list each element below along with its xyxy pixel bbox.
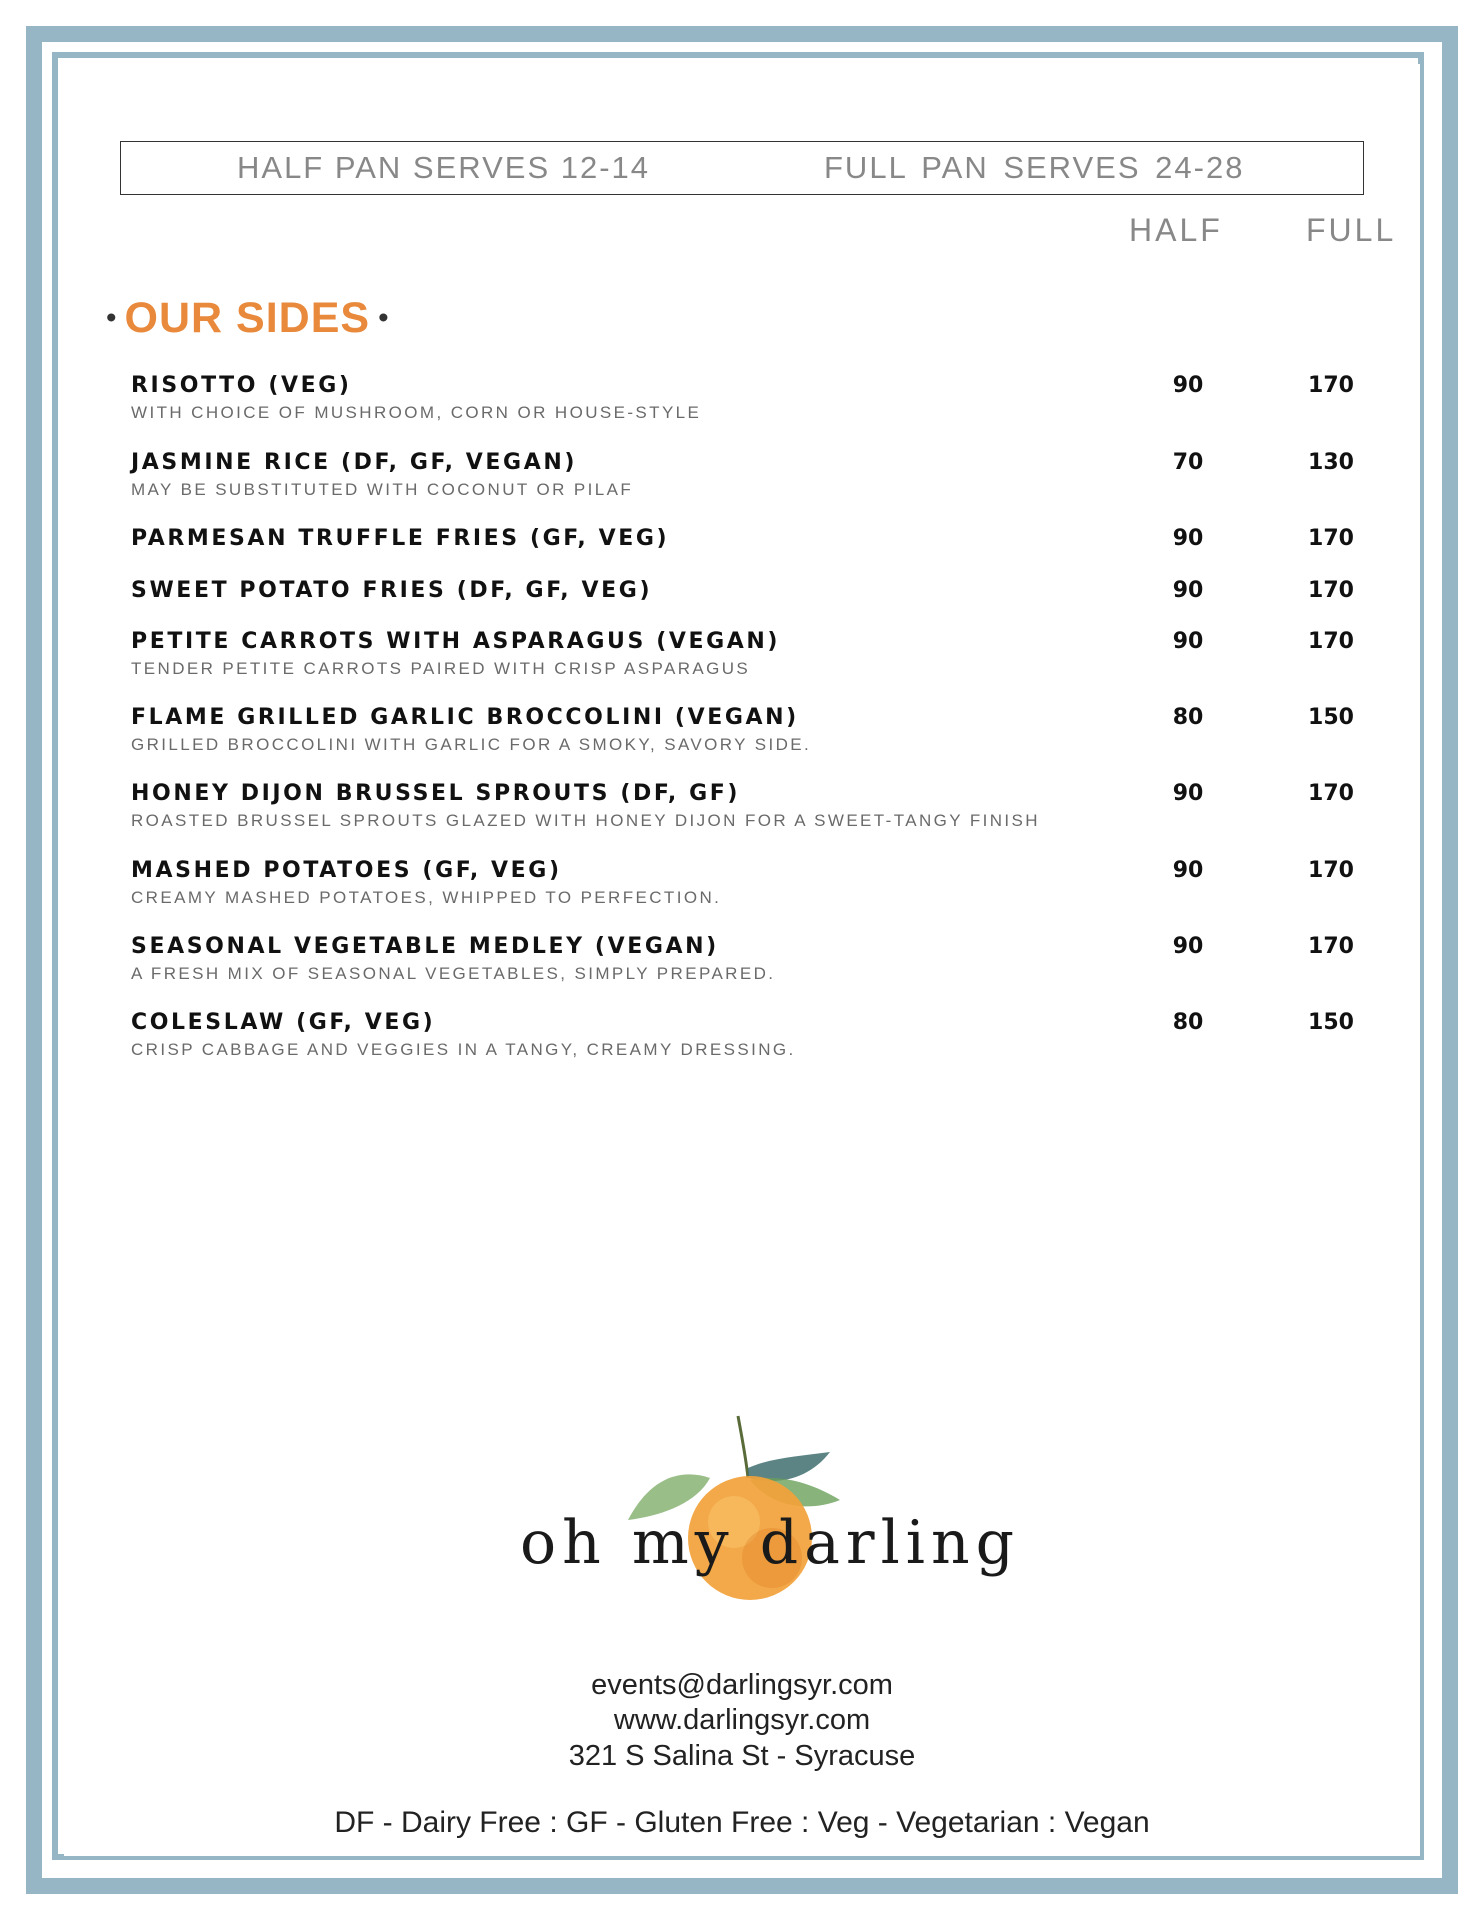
item-name: SEASONAL VEGETABLE MEDLEY (VEGAN) <box>131 934 719 959</box>
contact-email[interactable]: events@darlingsyr.com <box>591 1669 893 1701</box>
item-price-half: 90 <box>1172 781 1204 806</box>
item-description: ROASTED BRUSSEL SPROUTS GLAZED WITH HONEY DIJON FOR A SWEET-TANGY FINISH <box>131 811 1040 830</box>
item-price-half: 90 <box>1172 858 1204 883</box>
item-price-full: 170 <box>1308 781 1354 806</box>
item-description: A FRESH MIX OF SEASONAL VEGETABLES, SIMPLY PREPARED. <box>131 964 776 983</box>
item-description: CREAMY MASHED POTATOES, WHIPPED TO PERFECTION. <box>131 888 722 907</box>
item-price-half: 90 <box>1172 526 1204 551</box>
item-name: JASMINE RICE (DF, GF, VEGAN) <box>131 450 577 475</box>
full-pan-serves: FULL PAN SERVES 24-28 <box>824 150 1245 185</box>
item-name: COLESLAW (GF, VEG) <box>131 1010 436 1035</box>
item-price-full: 170 <box>1308 526 1354 551</box>
item-price-half: 90 <box>1172 373 1204 398</box>
menu-item <box>131 370 1381 447</box>
item-description: WITH CHOICE OF MUSHROOM, CORN OR HOUSE-STYLE <box>131 403 702 422</box>
column-header-half: HALF <box>1129 212 1223 248</box>
item-description: MAY BE SUBSTITUTED WITH COCONUT OR PILAF <box>131 480 634 499</box>
item-price-full: 150 <box>1308 1010 1354 1035</box>
menu-item <box>131 931 1381 1007</box>
menu-item <box>131 575 1381 626</box>
menu-item <box>131 1007 1381 1067</box>
item-name: PARMESAN TRUFFLE FRIES (GF, VEG) <box>131 526 670 551</box>
section-heading <box>106 294 389 343</box>
item-name: MASHED POTATOES (GF, VEG) <box>131 858 562 883</box>
bullet-dot-right: • <box>378 301 389 335</box>
item-price-full: 170 <box>1308 578 1354 603</box>
item-price-full: 170 <box>1308 373 1354 398</box>
contact-website[interactable]: www.darlingsyr.com <box>613 1704 871 1736</box>
item-name: RISOTTO (VEG) <box>131 373 352 398</box>
serves-banner <box>120 141 1364 195</box>
contact-address: 321 S Salina St - Syracuse <box>568 1740 916 1772</box>
dietary-legend: DF - Dairy Free : GF - Gluten Free : Veg - Vegetarian : Vegan <box>334 1806 1150 1839</box>
bullet-dot-left: • <box>106 301 117 335</box>
menu-item <box>131 855 1381 931</box>
item-description: CRISP CABBAGE AND VEGGIES IN A TANGY, CREAMY DRESSING. <box>131 1040 796 1059</box>
section-title: OUR SIDES <box>124 294 371 342</box>
item-price-full: 170 <box>1308 934 1354 959</box>
menu-item <box>131 523 1381 575</box>
item-price-half: 80 <box>1172 705 1204 730</box>
item-price-half: 90 <box>1172 578 1204 603</box>
item-price-half: 70 <box>1172 450 1204 475</box>
brand-wordmark: oh my darling <box>520 1508 1020 1578</box>
item-price-full: 150 <box>1308 705 1354 730</box>
item-price-half: 80 <box>1172 1010 1204 1035</box>
menu-item <box>131 778 1381 855</box>
menu-item-list <box>131 370 1381 1067</box>
menu-item <box>131 702 1381 778</box>
item-name: HONEY DIJON BRUSSEL SPROUTS (DF, GF) <box>131 781 741 806</box>
item-price-half: 90 <box>1172 629 1204 654</box>
item-description: GRILLED BROCCOLINI WITH GARLIC FOR A SMOKY, SAVORY SIDE. <box>131 735 812 754</box>
menu-item <box>131 447 1381 523</box>
menu-item <box>131 626 1381 702</box>
column-header-full: FULL <box>1306 212 1397 248</box>
item-price-full: 170 <box>1308 629 1354 654</box>
item-price-full: 170 <box>1308 858 1354 883</box>
item-name: SWEET POTATO FRIES (DF, GF, VEG) <box>131 578 653 603</box>
item-name: PETITE CARROTS WITH ASPARAGUS (VEGAN) <box>131 629 781 654</box>
half-pan-serves: HALF PAN SERVES 12-14 <box>237 150 651 185</box>
item-name: FLAME GRILLED GARLIC BROCCOLINI (VEGAN) <box>131 705 799 730</box>
brand-logo <box>510 1408 1020 1608</box>
item-description: TENDER PETITE CARROTS PAIRED WITH CRISP ASPARAGUS <box>131 659 751 678</box>
item-price-full: 130 <box>1308 450 1354 475</box>
item-price-half: 90 <box>1172 934 1204 959</box>
